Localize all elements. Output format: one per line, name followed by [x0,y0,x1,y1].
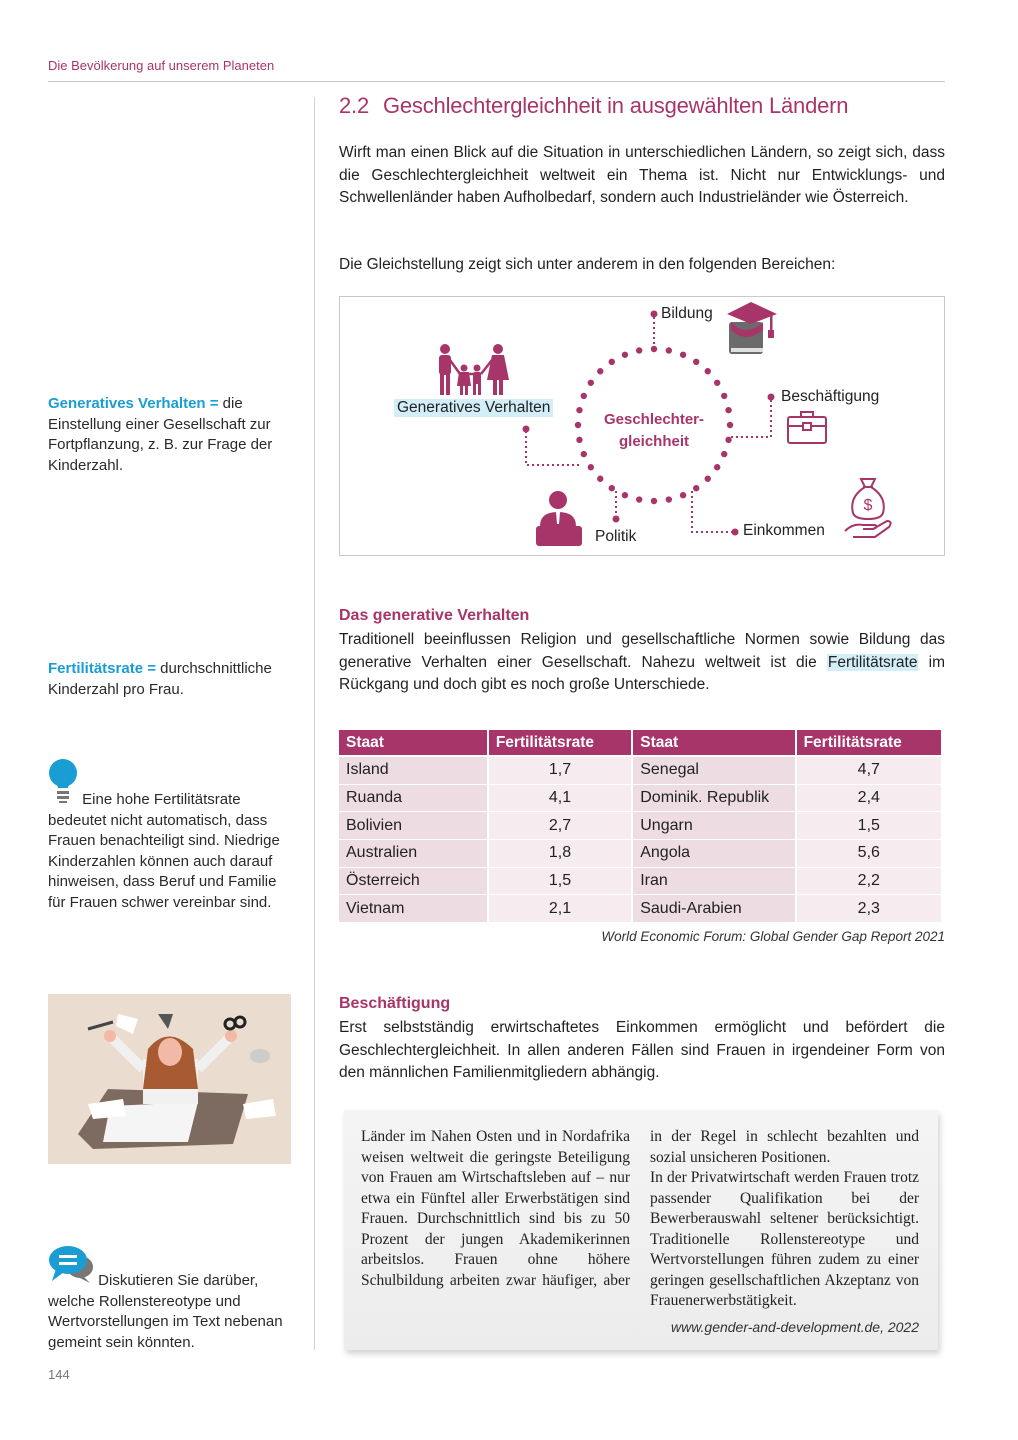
circle-dot [725,437,731,443]
country-cell: Vietnam [339,895,487,923]
speech-bubbles-icon [48,1245,94,1292]
discussion-text: Diskutieren Sie darüber, welche Rollenstereotype und Wertvorstellungen im Text nebenan gemeint sein könnten. [48,1272,283,1351]
quote-paragraph: In der Privatwirtschaft werden Frauen trotz passender Qualifikation bei der Bewerberauswahl seltener berücksichtigt. Traditionelle Rollenstereotype und Wertvorstellungen führen zudem zu einer geringen gesellschaftlichen Akzeptanz von Frauenerwerbstätigkeit. [650,1169,919,1309]
running-head: Die Bevölkerung auf unserem Planeten [48,58,275,73]
diagram-center-label [584,409,724,453]
fertility-rate-cell: 4,1 [489,785,631,813]
country-cell: Angola [633,840,794,868]
country-cell: Iran [633,868,794,896]
page-number: 144 [48,1367,70,1382]
circle-dot [575,422,581,428]
employment-paragraph: Erst selbstständig erwirtschaftetes Einkommen ermöglicht und befördert die Geschlechtergleichheit. In allen anderen Fällen sind Frauen in irgendeiner Form von den männlichen Familienmitgliedern abhängig. [339,1019,945,1081]
connector-generatives-verhalten-end-dot [523,426,530,433]
fertility-rate-cell: 1,8 [489,840,631,868]
circle-dot [651,498,657,504]
connector-bildung-end-dot [651,311,658,318]
circle-dot [622,492,628,498]
circle-dot [581,393,587,399]
circle-dot [705,476,711,482]
fertility-rate-cell: 4,7 [797,757,941,785]
connector-einkommen-end-dot [732,529,739,536]
section-title [339,93,848,119]
country-cell: Bolivien [339,812,487,840]
tip-text: Eine hohe Fertilitätsrate bedeutet nicht automatisch, dass Frauen benachteiligt sind. Niedrige Kinderzahlen können auch darauf hinweisen, dass Beruf und Familie für Frauen schwer vereinbar sind. [48,791,280,911]
circle-dot [725,407,731,413]
circle-dot [714,464,720,470]
highlighted-term: Fertilitätsrate [827,653,918,671]
circle-dot [609,485,615,491]
svg-text:$: $ [863,497,873,514]
section-number: 2.2 [339,93,369,118]
lead-paragraph: Die Gleichstellung zeigt sich unter anderem in den folgenden Bereichen: [339,256,836,273]
glossary-term: Generatives Verhalten = [48,395,219,412]
fertility-rate-cell: 1,7 [489,757,631,785]
header-rule [48,81,945,82]
circle-dot [666,347,672,353]
fertility-rate-cell: 2,2 [797,868,941,896]
table-header-row [339,730,941,757]
connector-beschaeftigung [731,397,771,437]
circle-dot [588,464,594,470]
column-header: Staat [633,730,794,757]
gender-equality-diagram [339,296,945,556]
quote-source: www.gender-and-development.de, 2022 [670,1319,919,1335]
circle-dot [609,359,615,365]
connector-politik-end-dot [613,516,620,523]
glossary-term: Fertilitätsrate = [48,660,156,677]
column-header: Staat [339,730,487,757]
circle-dot [721,393,727,399]
generative-heading: Das generative Verhalten [339,607,530,624]
employment-heading: Beschäftigung [339,995,451,1012]
circle-dot [597,476,603,482]
country-cell: Senegal [633,757,794,785]
employment-section [339,995,945,1085]
glossary-definition: durchschnittliche Kinderzahl pro Frau. [48,660,272,698]
circle-dot [636,347,642,353]
fertility-rate-cell: 2,7 [489,812,631,840]
country-cell: Ruanda [339,785,487,813]
quote-text [361,1127,919,1313]
circle-dot [693,359,699,365]
center-label-line1: Geschlechter- [603,411,705,428]
country-cell: Saudi-Arabien [633,895,794,923]
generative-paragraph [339,629,945,697]
table-row [339,895,941,923]
circle-dot [680,492,686,498]
column-divider [314,97,315,1350]
country-cell: Island [339,757,487,785]
circle-dot [597,368,603,374]
fertility-rate-cell: 5,6 [797,840,941,868]
circle-dot [636,496,642,502]
country-cell: Australien [339,840,487,868]
circle-dot [622,352,628,358]
connector-generatives-verhalten [526,429,579,465]
column-header: Fertilitätsrate [489,730,631,757]
center-label-line2: gleichheit [618,433,689,450]
quote-paragraph: Länder im Nahen Osten und in Nordafrika weisen weltweit die geringste Beteiligung von Frauen am Wirtschaftsleben auf – nur etwa ein Fünftel aller Erwerbstätigen sind Frauen. Durchschnittlich sind bis zu 50 Prozent der jungen Akademikerinnen arbeitslos. Frauen ohne höhere Schulbildung arbeiten zwar häufiger, aber in der Regel in schlecht bezahlten und sozial unsicheren Positionen. [361,1128,919,1289]
generative-section [339,607,945,697]
circle-dot [588,380,594,386]
fertility-rate-cell: 1,5 [489,868,631,896]
node-label-generatives-verhalten: Generatives Verhalten [394,399,553,417]
table-row [339,868,941,896]
node-label-politik: Politik [595,528,637,545]
country-cell: Ungarn [633,812,794,840]
tip-box [48,758,298,913]
lightbulb-icon [48,758,78,811]
node-label-bildung: Bildung [661,305,713,322]
table-source: World Economic Forum: Global Gender Gap Report 2021 [601,929,945,944]
overwhelmed-woman-at-desk-illustration [48,994,291,1164]
glossary-fertilitaetsrate [48,659,298,700]
intro-paragraph: Wirft man einen Blick auf die Situation in unterschiedlichen Ländern, so zeigt sich, dass die Geschlechtergleichheit weltweit ein Thema ist. Nicht nur Entwicklungs- und Schwellenländer haben Aufholbedarf, sondern auch Industrieländer wie Österreich. [339,144,945,206]
circle-dot [680,352,686,358]
table-row [339,840,941,868]
generative-text-2: im Rückgang und doch gibt es noch große Unterschiede. [339,653,945,693]
connector-einkommen [692,491,735,532]
circle-dot [714,380,720,386]
quote-box [344,1110,938,1350]
fertility-rate-cell: 1,5 [797,812,941,840]
fertility-rate-cell: 2,4 [797,785,941,813]
country-cell: Österreich [339,868,487,896]
table-row [339,757,941,785]
connector-beschaeftigung-end-dot [768,394,775,401]
circle-dot [705,368,711,374]
circle-dot [693,485,699,491]
generative-text-1: Traditionell beeinflussen Religion und gesellschaftliche Normen sowie Bildung das generative Verhalten einer Gesellschaft. Nahezu weltweit ist die [339,631,945,671]
table-row [339,812,941,840]
circle-dot [576,437,582,443]
fertility-rate-cell: 2,3 [797,895,941,923]
country-cell: Dominik. Republik [633,785,794,813]
circle-dot [727,422,733,428]
circle-dot [666,496,672,502]
glossary-generatives-verhalten [48,394,298,476]
node-label-einkommen: Einkommen [743,522,825,539]
fertility-rate-table [337,730,943,923]
circle-dot [576,407,582,413]
column-header: Fertilitätsrate [797,730,941,757]
section-title-text: Geschlechtergleichheit in ausgewählten Ländern [382,93,849,118]
discussion-box [48,1245,298,1353]
glossary-definition: die Einstellung einer Gesellschaft zur Fortpflanzung, z. B. zur Frage der Kinderzahl. [48,395,273,474]
table-row [339,785,941,813]
fertility-rate-cell: 2,1 [489,895,631,923]
node-label-beschaeftigung: Beschäftigung [781,388,880,405]
